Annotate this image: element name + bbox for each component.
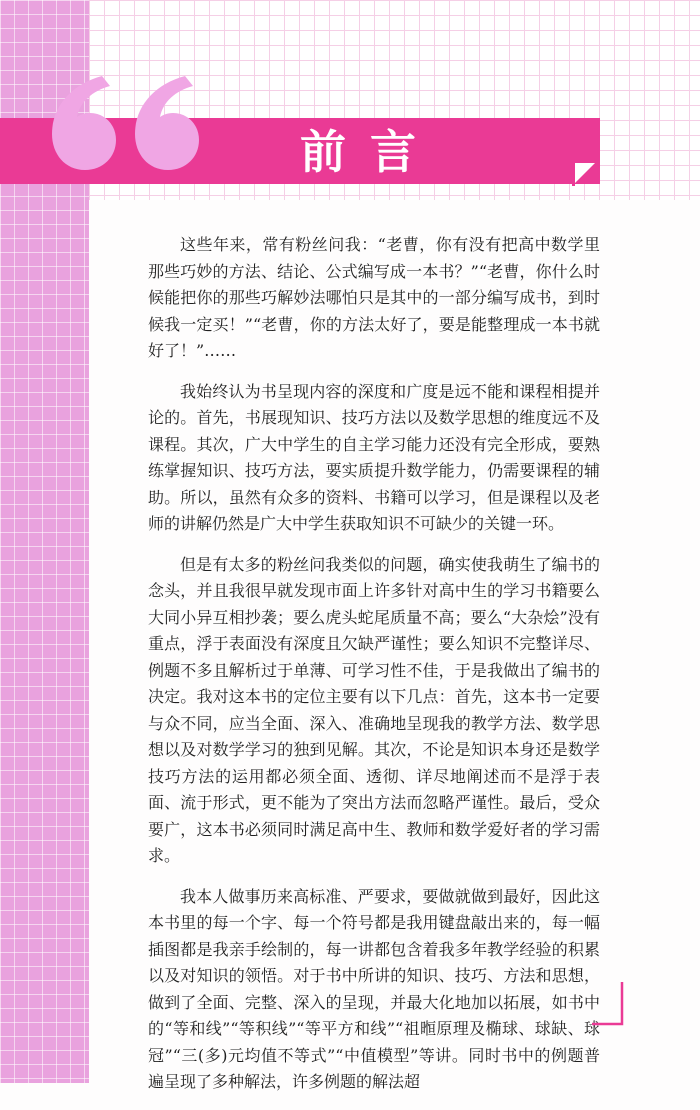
paragraph: 这些年来，常有粉丝问我：“老曹，你有没有把高中数学里那些巧妙的方法、结论、公式编写成一本书？”“老曹，你什么时候能把你的那些巧解妙法哪怕只是其中的一部分编写成书，到时候我一定买！”“老曹，你的方法太好了，要是能整理成一本书就好了！”…… — [148, 235, 600, 360]
body-text — [148, 232, 600, 1110]
page-title: 前言 — [300, 125, 440, 179]
quote-mark-icon — [40, 38, 210, 178]
corner-bracket-icon — [592, 982, 624, 1026]
corner-fold-icon — [572, 160, 598, 186]
paragraph: 我始终认为书呈现内容的深度和广度是远不能和课程相提并论的。首先，书展现知识、技巧方法以及数学思想的维度远不及课程。其次，广大中学生的自主学习能力还没有完全形成，要熟练掌握知识、技巧方法，要实质提升数学能力，仍需要课程的辅助。所以，虽然有众多的资料、书籍可以学习，但是课程以及老师的讲解仍然是广大中学生获取知识不可缺少的关键一环。 — [148, 381, 600, 533]
paragraph: 但是有太多的粉丝问我类似的问题，确实使我萌生了编书的念头，并且我很早就发现市面上许多针对高中生的学习书籍要么大同小异互相抄袭；要么虎头蛇尾质量不高；要么“大杂烩”没有重点，浮于表面没有深度且欠缺严谨性；要么知识不完整详尽、例题不多且解析过于单薄、可学习性不佳，于是我做出了编书的决定。我对这本书的定位主要有以下几点：首先，这本书一定要与众不同，应当全面、深入、准确地呈现我的教学方法、数学思想以及对数学学习的独到见解。其次，不论是知识本身还是数学技巧方法的运用都必须全面、透彻、详尽地阐述而不是浮于表面、流于形式，更不能为了突出方法而忽略严谨性。最后，受众要广，这本书必须同时满足高中生、教师和数学爱好者的学习需求。 — [148, 554, 600, 865]
paragraph: 我本人做事历来高标准、严要求，要做就做到最好，因此这本书里的每一个字、每一个符号都是我用键盘敲出来的，每一幅插图都是我亲手绘制的，每一讲都包含着我多年教学经验的积累以及对知识的领悟。对于书中所讲的知识、技巧、方法和思想，做到了全面、完整、深入的呈现，并最大化地加以拓展，如书中的“等和线”“等积线”“等平方和线”“祖暅原理及椭球、球缺、球冠”“三(多)元均值不等式”“中值模型”等讲。同时书中的例题普遍呈现了多种解法，许多例题的解法超 — [148, 886, 600, 1091]
